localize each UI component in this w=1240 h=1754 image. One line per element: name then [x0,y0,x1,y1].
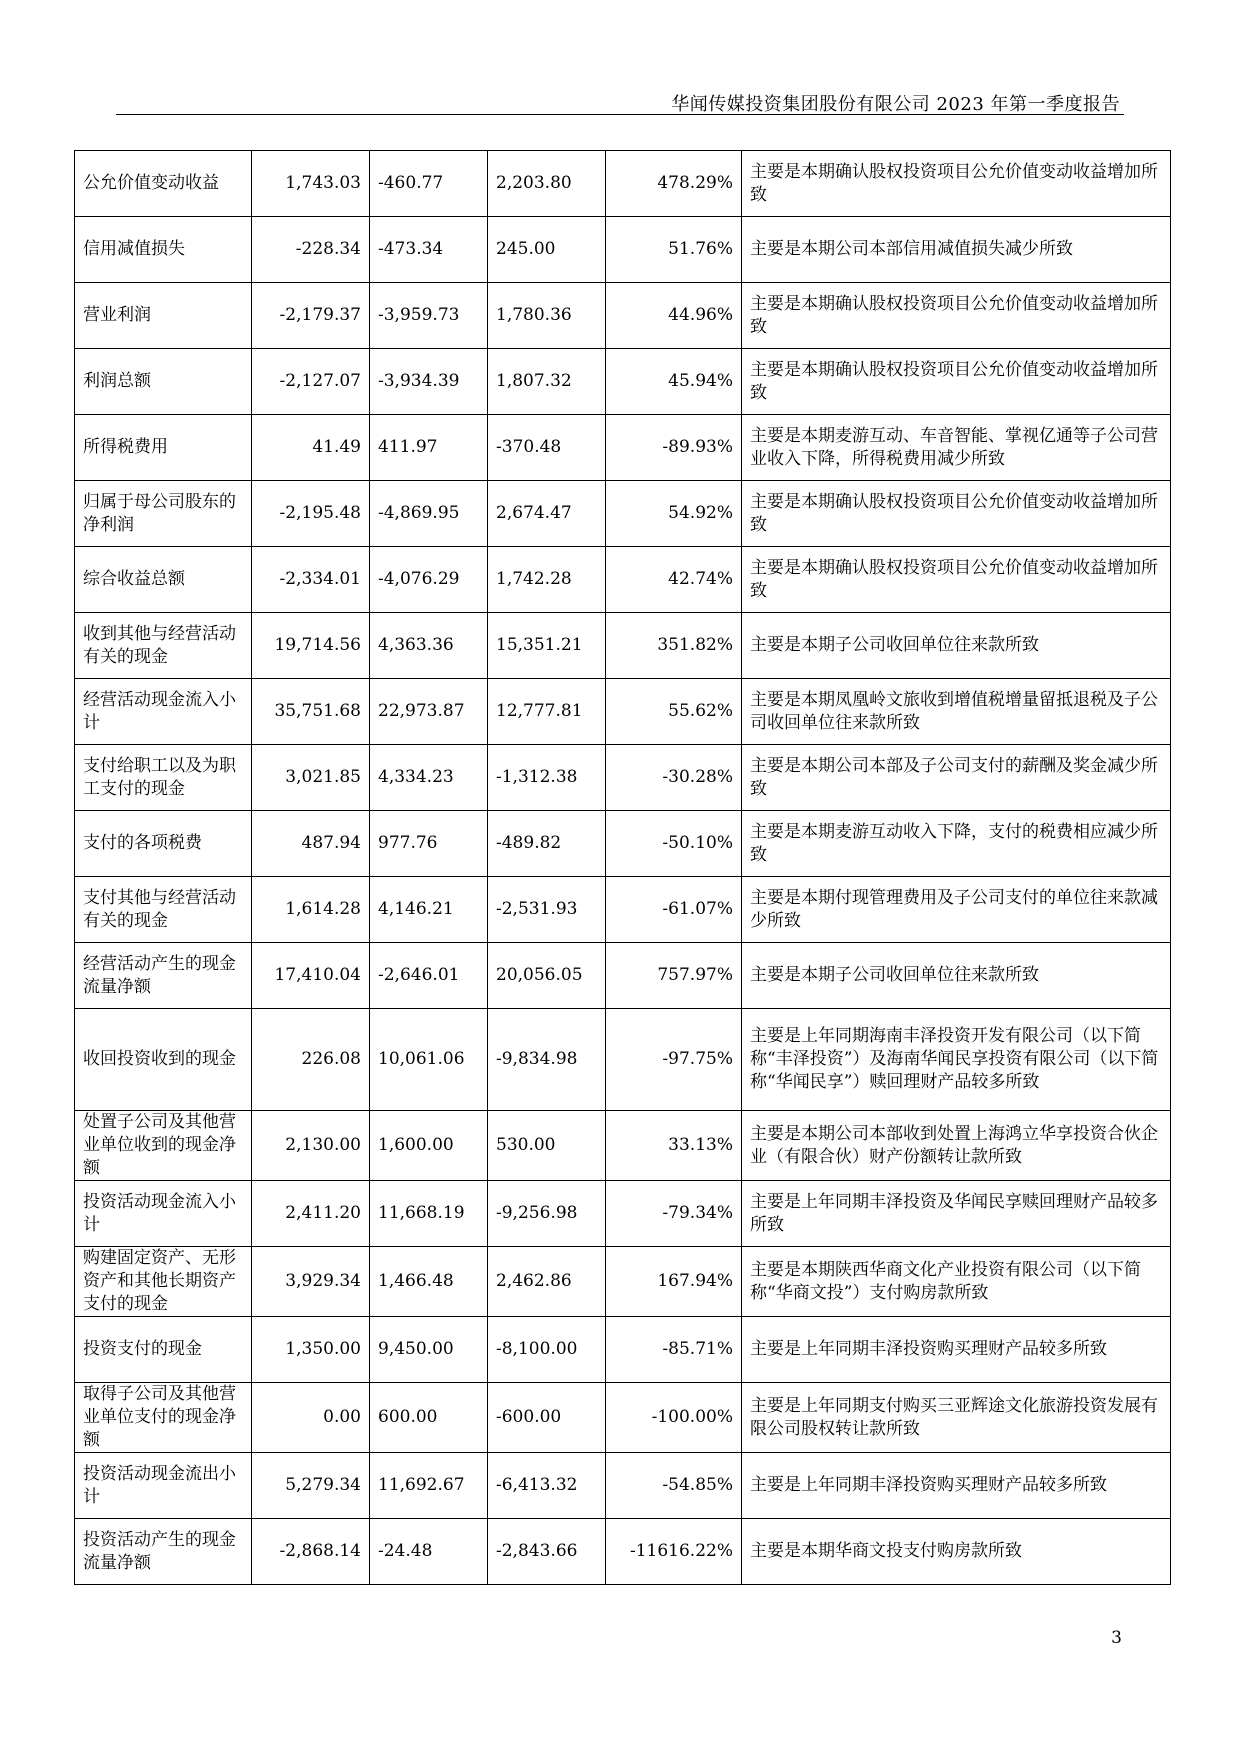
row-change-percent: 33.13% [606,1111,742,1181]
row-current-period: 1,614.28 [252,877,370,943]
row-change-amount: 1,807.32 [488,349,606,415]
row-current-period: -2,179.37 [252,283,370,349]
row-current-period: 487.94 [252,811,370,877]
row-prior-period: 11,668.19 [370,1181,488,1247]
row-prior-period: -2,646.01 [370,943,488,1009]
row-change-percent: 45.94% [606,349,742,415]
row-change-percent: 42.74% [606,547,742,613]
table-row [75,943,1171,1009]
row-change-percent: -50.10% [606,811,742,877]
table-row [75,1181,1171,1247]
row-current-period: 35,751.68 [252,679,370,745]
table-row [75,1111,1171,1181]
row-change-reason: 主要是本期凤凰岭文旅收到增值税增量留抵退税及子公司收回单位往来款所致 [742,679,1171,745]
table-row [75,679,1171,745]
row-change-amount: 12,777.81 [488,679,606,745]
row-current-period: 19,714.56 [252,613,370,679]
row-change-percent: 54.92% [606,481,742,547]
row-change-reason: 主要是上年同期丰泽投资购买理财产品较多所致 [742,1317,1171,1383]
row-change-amount: 2,203.80 [488,151,606,217]
report-header-title: 华闻传媒投资集团股份有限公司 2023 年第一季度报告 [671,94,1120,115]
row-change-amount: -9,834.98 [488,1009,606,1111]
row-item-name: 所得税费用 [75,415,252,481]
table-row [75,1453,1171,1519]
row-current-period: -2,127.07 [252,349,370,415]
table-row [75,547,1171,613]
row-change-amount: -2,531.93 [488,877,606,943]
row-item-name: 购建固定资产、无形资产和其他长期资产支付的现金 [75,1247,252,1317]
row-change-amount: -489.82 [488,811,606,877]
row-change-reason: 主要是本期公司本部信用减值损失减少所致 [742,217,1171,283]
row-change-reason: 主要是本期公司本部及子公司支付的薪酬及奖金减少所致 [742,745,1171,811]
table-row [75,415,1171,481]
row-current-period: 226.08 [252,1009,370,1111]
row-change-percent: 351.82% [606,613,742,679]
row-change-reason: 主要是上年同期支付购买三亚辉途文化旅游投资发展有限公司股权转让款所致 [742,1383,1171,1453]
table-row [75,1009,1171,1111]
row-prior-period: -4,076.29 [370,547,488,613]
row-prior-period: 1,466.48 [370,1247,488,1317]
row-change-percent: -85.71% [606,1317,742,1383]
row-change-percent: -54.85% [606,1453,742,1519]
row-item-name: 收到其他与经营活动有关的现金 [75,613,252,679]
table-row [75,1247,1171,1317]
row-prior-period: 411.97 [370,415,488,481]
row-change-percent: 55.62% [606,679,742,745]
row-item-name: 取得子公司及其他营业单位支付的现金净额 [75,1383,252,1453]
table-row [75,151,1171,217]
row-change-reason: 主要是本期确认股权投资项目公允价值变动收益增加所致 [742,547,1171,613]
row-change-reason: 主要是上年同期丰泽投资及华闻民享赎回理财产品较多所致 [742,1181,1171,1247]
row-change-percent: 478.29% [606,151,742,217]
row-change-amount: -370.48 [488,415,606,481]
row-current-period: 5,279.34 [252,1453,370,1519]
row-item-name: 处置子公司及其他营业单位收到的现金净额 [75,1111,252,1181]
row-change-amount: 15,351.21 [488,613,606,679]
row-change-percent: 167.94% [606,1247,742,1317]
row-change-reason: 主要是本期子公司收回单位往来款所致 [742,943,1171,1009]
row-change-reason: 主要是本期确认股权投资项目公允价值变动收益增加所致 [742,151,1171,217]
row-change-amount: -9,256.98 [488,1181,606,1247]
row-current-period: 1,350.00 [252,1317,370,1383]
row-current-period: 41.49 [252,415,370,481]
row-change-amount: 1,780.36 [488,283,606,349]
row-change-reason: 主要是本期确认股权投资项目公允价值变动收益增加所致 [742,283,1171,349]
row-item-name: 利润总额 [75,349,252,415]
table-row [75,745,1171,811]
row-change-amount: 1,742.28 [488,547,606,613]
row-change-percent: 44.96% [606,283,742,349]
row-change-percent: -61.07% [606,877,742,943]
row-item-name: 公允价值变动收益 [75,151,252,217]
row-item-name: 营业利润 [75,283,252,349]
row-item-name: 综合收益总额 [75,547,252,613]
row-change-reason: 主要是本期确认股权投资项目公允价值变动收益增加所致 [742,349,1171,415]
table-row [75,283,1171,349]
row-change-amount: -600.00 [488,1383,606,1453]
row-prior-period: -460.77 [370,151,488,217]
row-current-period: 17,410.04 [252,943,370,1009]
row-current-period: -2,868.14 [252,1519,370,1585]
row-change-reason: 主要是本期麦游互动收入下降，支付的税费相应减少所致 [742,811,1171,877]
row-change-reason: 主要是上年同期海南丰泽投资开发有限公司（以下简称“丰泽投资”）及海南华闻民享投资有限公司（以下简称“华闻民享”）赎回理财产品较多所致 [742,1009,1171,1111]
row-prior-period: 977.76 [370,811,488,877]
row-change-percent: -11616.22% [606,1519,742,1585]
row-change-amount: 20,056.05 [488,943,606,1009]
financial-change-table [74,150,1171,1585]
row-current-period: -2,334.01 [252,547,370,613]
row-prior-period: 11,692.67 [370,1453,488,1519]
row-change-amount: 2,462.86 [488,1247,606,1317]
row-prior-period: -24.48 [370,1519,488,1585]
table-row [75,217,1171,283]
row-item-name: 经营活动产生的现金流量净额 [75,943,252,1009]
row-change-reason: 主要是本期麦游互动、车音智能、掌视亿通等子公司营业收入下降，所得税费用减少所致 [742,415,1171,481]
row-item-name: 投资活动现金流出小计 [75,1453,252,1519]
row-prior-period: -3,959.73 [370,283,488,349]
row-current-period: 0.00 [252,1383,370,1453]
row-item-name: 投资活动产生的现金流量净额 [75,1519,252,1585]
row-change-reason: 主要是本期确认股权投资项目公允价值变动收益增加所致 [742,481,1171,547]
row-item-name: 投资支付的现金 [75,1317,252,1383]
row-change-percent: -30.28% [606,745,742,811]
row-change-percent: -89.93% [606,415,742,481]
row-current-period: -2,195.48 [252,481,370,547]
row-change-percent: 757.97% [606,943,742,1009]
row-change-reason: 主要是本期付现管理费用及子公司支付的单位往来款减少所致 [742,877,1171,943]
row-current-period: 3,021.85 [252,745,370,811]
row-change-percent: 51.76% [606,217,742,283]
row-item-name: 收回投资收到的现金 [75,1009,252,1111]
row-change-percent: -100.00% [606,1383,742,1453]
row-change-amount: -8,100.00 [488,1317,606,1383]
row-prior-period: 9,450.00 [370,1317,488,1383]
table-row [75,877,1171,943]
row-current-period: 1,743.03 [252,151,370,217]
table-row [75,1317,1171,1383]
row-prior-period: 10,061.06 [370,1009,488,1111]
row-prior-period: 22,973.87 [370,679,488,745]
row-change-reason: 主要是上年同期丰泽投资购买理财产品较多所致 [742,1453,1171,1519]
table-row [75,1383,1171,1453]
table-row [75,613,1171,679]
row-change-reason: 主要是本期子公司收回单位往来款所致 [742,613,1171,679]
row-prior-period: -4,869.95 [370,481,488,547]
row-item-name: 归属于母公司股东的净利润 [75,481,252,547]
row-current-period: 2,130.00 [252,1111,370,1181]
table-row [75,811,1171,877]
row-item-name: 信用减值损失 [75,217,252,283]
row-change-percent: -97.75% [606,1009,742,1111]
row-current-period: 3,929.34 [252,1247,370,1317]
row-change-reason: 主要是本期陕西华商文化产业投资有限公司（以下简称“华商文投”）支付购房款所致 [742,1247,1171,1317]
row-prior-period: 4,334.23 [370,745,488,811]
row-item-name: 支付的各项税费 [75,811,252,877]
row-prior-period: -3,934.39 [370,349,488,415]
row-item-name: 支付其他与经营活动有关的现金 [75,877,252,943]
row-prior-period: -473.34 [370,217,488,283]
row-current-period: 2,411.20 [252,1181,370,1247]
page-number: 3 [1111,1628,1122,1648]
row-item-name: 经营活动现金流入小计 [75,679,252,745]
header-divider [116,114,1124,115]
row-change-reason: 主要是本期公司本部收到处置上海鸿立华享投资合伙企业（有限合伙）财产份额转让款所致 [742,1111,1171,1181]
row-prior-period: 4,146.21 [370,877,488,943]
row-change-amount: -2,843.66 [488,1519,606,1585]
table-row [75,349,1171,415]
row-change-amount: 245.00 [488,217,606,283]
row-item-name: 支付给职工以及为职工支付的现金 [75,745,252,811]
row-item-name: 投资活动现金流入小计 [75,1181,252,1247]
row-change-amount: 2,674.47 [488,481,606,547]
table-row [75,481,1171,547]
table-row [75,1519,1171,1585]
row-prior-period: 1,600.00 [370,1111,488,1181]
row-change-reason: 主要是本期华商文投支付购房款所致 [742,1519,1171,1585]
row-current-period: -228.34 [252,217,370,283]
row-change-percent: -79.34% [606,1181,742,1247]
row-change-amount: 530.00 [488,1111,606,1181]
row-prior-period: 4,363.36 [370,613,488,679]
row-prior-period: 600.00 [370,1383,488,1453]
row-change-amount: -1,312.38 [488,745,606,811]
row-change-amount: -6,413.32 [488,1453,606,1519]
